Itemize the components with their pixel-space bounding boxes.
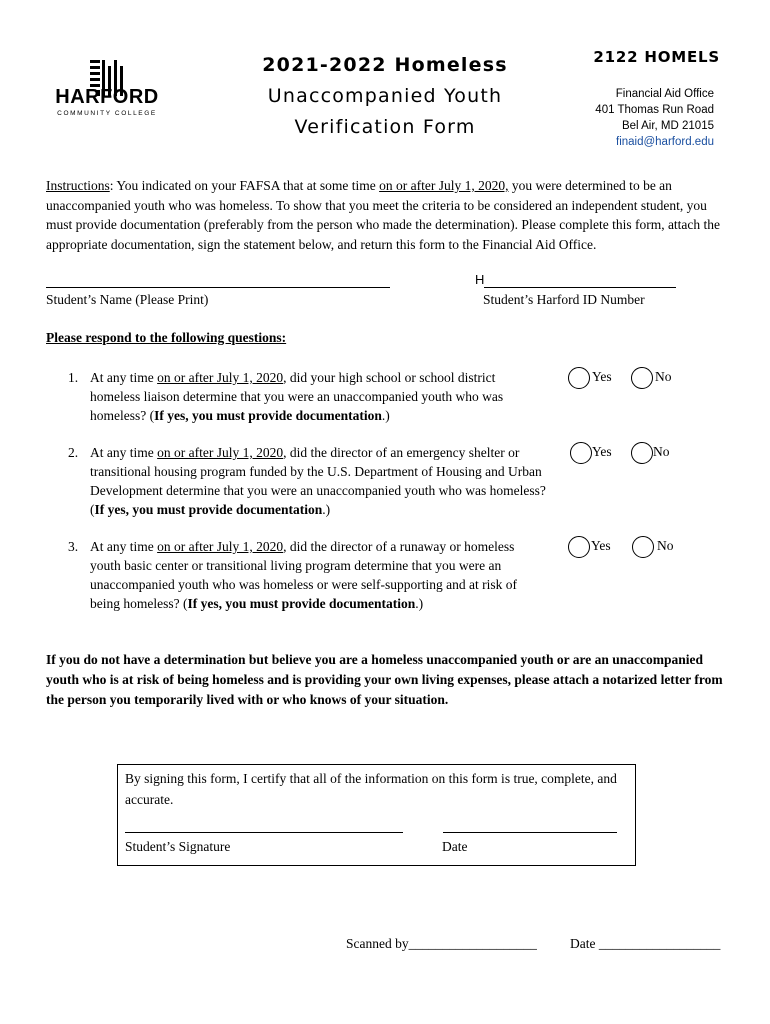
question-text: At any time on or after July 1, 2020, did the director of an emergency shelter or transitional housing program funded by the U.S. Department of Housing and Urban Development determine that you were an unaccompanied youth who was homeless? (If yes, you must provide documentation.) <box>90 445 546 517</box>
q2-yes-label: Yes <box>592 444 612 459</box>
instructions-text-after: you were determined to be an unaccompanied youth who was homeless. To show that you meet the criteria to be considered an independent student, you must provide documentation (preferably from the person who made the determination). Please complete this form, attach the appropriate documentation, sign the statement below, and return this form to the Financial Aid Office. <box>46 178 721 252</box>
logo-name: HARFORD <box>55 86 159 108</box>
student-id-prefix: H <box>475 272 485 287</box>
question-number: 3. <box>68 539 79 554</box>
q3-no-label: No <box>657 538 674 553</box>
signature-date-label: Date <box>442 839 468 854</box>
office-city: Bel Air, MD 21015 <box>621 120 714 132</box>
signature-field[interactable] <box>125 832 403 833</box>
instructions-text-before: : You indicated on your FAFSA that at some time <box>109 178 380 193</box>
certification-text: By signing this form, I certify that all of the information on this form is true, complete, and accurate. <box>125 771 617 807</box>
office-date-field[interactable]: Date __________________ <box>570 936 721 951</box>
office-email-link[interactable]: finaid@harford.edu <box>616 136 714 148</box>
instructions-label: Instructions <box>46 178 110 193</box>
student-name-field[interactable] <box>46 287 390 288</box>
form-code: 2122 HOMELS <box>593 48 720 66</box>
q3-yes-radio[interactable] <box>568 536 590 558</box>
q1-no-radio[interactable] <box>631 367 653 389</box>
question-1 <box>68 368 548 428</box>
q1-yes-label: Yes <box>592 369 612 384</box>
title-line-3: Verification Form <box>294 116 476 138</box>
q1-no-label: No <box>655 369 672 384</box>
question-2 <box>68 443 548 523</box>
questions-heading: Please respond to the following questions: <box>46 330 287 345</box>
office-name: Financial Aid Office <box>615 88 714 100</box>
question-number: 2. <box>68 445 79 460</box>
q2-no-label: No <box>653 444 670 459</box>
q3-no-radio[interactable] <box>632 536 654 558</box>
form-title <box>240 50 530 143</box>
signature-date-field[interactable] <box>443 832 617 833</box>
question-3 <box>68 537 548 617</box>
question-text: At any time on or after July 1, 2020, did your high school or school district homeless liaison determine that you were an unaccompanied youth who was homeless? (If yes, you must provide documentation.) <box>90 370 504 423</box>
q3-yes-label: Yes <box>591 538 611 553</box>
question-number: 1. <box>68 370 79 385</box>
q2-yes-radio[interactable] <box>570 442 592 464</box>
notarized-letter-notice: If you do not have a determination but believe you are a homeless unaccompanied youth or are an unaccompanied youth who is at risk of being homeless and is providing your own living expenses, please attach a notarized letter from the person you temporarily lived with or who knows of your situation. <box>46 652 723 707</box>
q1-yes-radio[interactable] <box>568 367 590 389</box>
signature-label: Student’s Signature <box>125 839 231 854</box>
scanned-by-field[interactable]: Scanned by___________________ <box>346 936 537 951</box>
student-name-label: Student’s Name (Please Print) <box>46 292 209 307</box>
title-line-1: 2021-2022 Homeless <box>262 54 508 76</box>
question-text: At any time on or after July 1, 2020, did the director of a runaway or homeless youth basic center or transitional living program determine that you were an unaccompanied youth who was homeless or were self-supporting and at risk of being homeless? (If yes, you must provide documentation.) <box>90 539 518 611</box>
instructions-paragraph <box>46 176 736 254</box>
student-id-field[interactable] <box>484 287 676 288</box>
office-street: 401 Thomas Run Road <box>595 104 714 116</box>
q2-no-radio[interactable] <box>631 442 653 464</box>
title-line-2: Unaccompanied Youth <box>267 85 503 107</box>
office-address <box>560 86 714 150</box>
student-id-label: Student’s Harford ID Number <box>483 292 645 307</box>
instructions-date: on or after July 1, 2020, <box>379 178 509 193</box>
logo-subtitle: COMMUNITY COLLEGE <box>57 110 157 117</box>
